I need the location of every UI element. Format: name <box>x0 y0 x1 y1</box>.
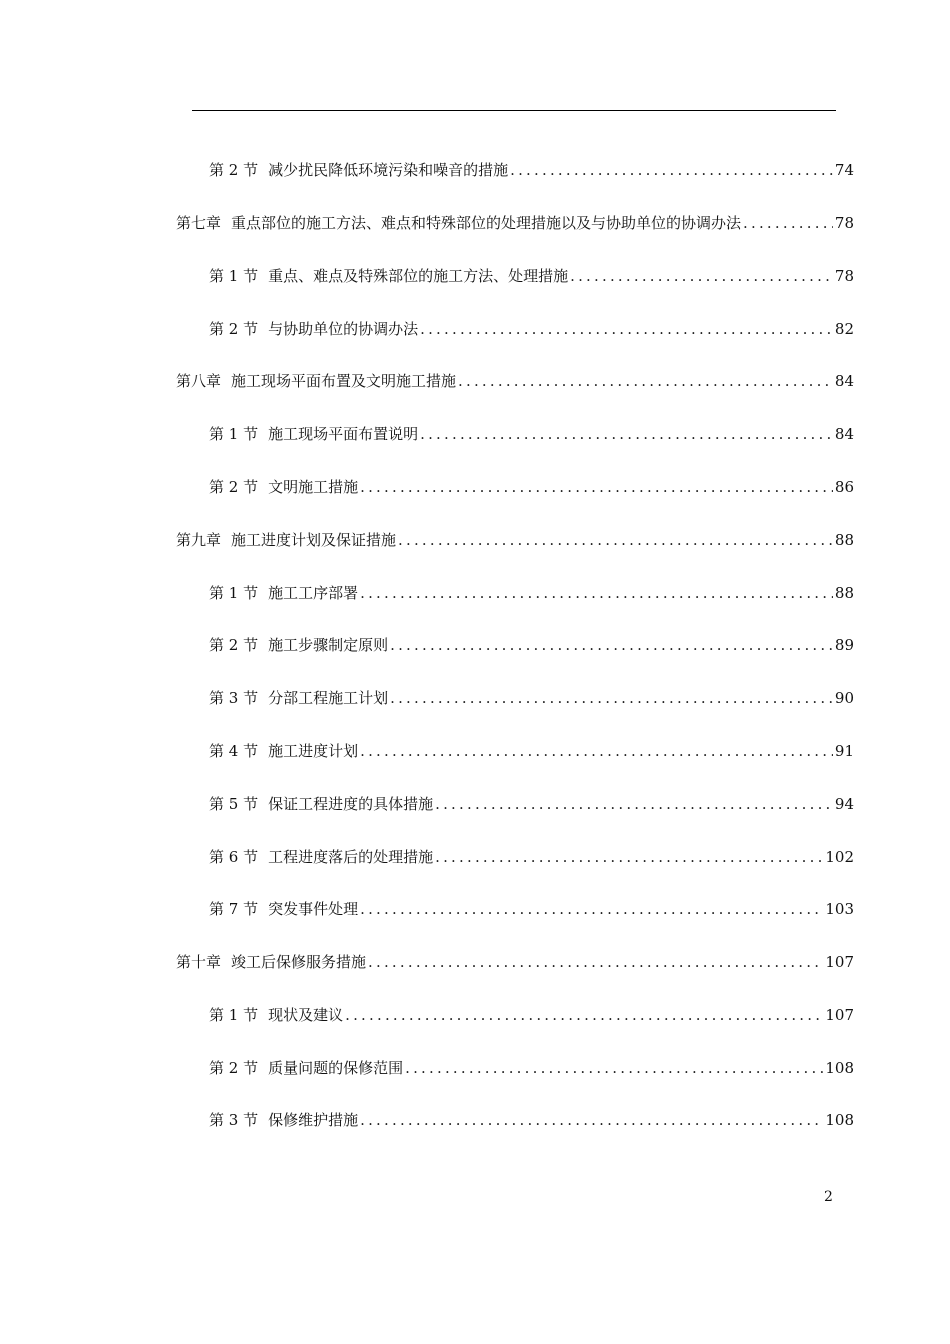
toc-entry[interactable] <box>209 686 854 710</box>
toc-entry-number: 第 2 节 <box>209 636 259 654</box>
toc-entry[interactable] <box>209 264 854 288</box>
toc-entry-page: 108 <box>825 1059 854 1077</box>
toc-dot-leader <box>420 317 833 341</box>
toc-entry-number: 第 5 节 <box>209 795 259 813</box>
toc-entry-page: 108 <box>825 1111 854 1129</box>
toc-dot-leader <box>398 528 833 552</box>
toc-entry-page: 107 <box>825 1006 854 1024</box>
toc-entry-number: 第 2 节 <box>209 161 259 179</box>
toc-entry-title: 保证工程进度的具体措施 <box>268 795 434 813</box>
toc-dot-leader <box>405 1056 823 1080</box>
toc-dot-leader <box>420 422 833 446</box>
toc-entry-page: 102 <box>825 848 854 866</box>
toc-entry-number: 第 7 节 <box>209 900 259 918</box>
toc-entry-number: 第 3 节 <box>209 1111 259 1129</box>
toc-dot-leader <box>458 369 833 393</box>
toc-entry[interactable] <box>209 897 854 921</box>
toc-entry[interactable] <box>209 1056 854 1080</box>
toc-entry-page: 90 <box>834 689 854 707</box>
toc-dot-leader <box>360 475 833 499</box>
toc-entry-page: 88 <box>834 531 854 549</box>
toc-entry-title: 施工进度计划及保证措施 <box>231 531 397 549</box>
toc-entry[interactable] <box>176 950 854 974</box>
toc-entry-page: 88 <box>834 584 854 602</box>
toc-entry[interactable] <box>209 475 854 499</box>
toc-entry-page: 82 <box>834 320 854 338</box>
toc-entry-title: 施工现场平面布置说明 <box>268 425 419 443</box>
toc-entry-title: 减少扰民降低环境污染和噪音的措施 <box>268 161 509 179</box>
toc-entry-page: 91 <box>834 742 854 760</box>
toc-entry-page: 84 <box>834 372 854 390</box>
toc-entry-number: 第 3 节 <box>209 689 259 707</box>
toc-entry-title: 现状及建议 <box>268 1006 344 1024</box>
toc-dot-leader <box>435 845 823 869</box>
toc-entry[interactable] <box>209 581 854 605</box>
toc-entry[interactable] <box>209 845 854 869</box>
toc-entry-page: 94 <box>834 795 854 813</box>
toc-entry-title: 文明施工措施 <box>268 478 359 496</box>
toc-entry-number: 第七章 <box>176 214 222 232</box>
toc-entry-title: 施工现场平面布置及文明施工措施 <box>231 372 457 390</box>
toc-entry-title: 突发事件处理 <box>268 900 359 918</box>
toc-entry-page: 86 <box>834 478 854 496</box>
toc-entry-title: 施工步骤制定原则 <box>268 636 389 654</box>
toc-entry-number: 第八章 <box>176 372 222 390</box>
toc-entry[interactable] <box>209 158 854 182</box>
toc-entry-title: 保修维护措施 <box>268 1111 359 1129</box>
toc-entry-title: 施工工序部署 <box>268 584 359 602</box>
toc-entry[interactable] <box>176 528 854 552</box>
toc-entry[interactable] <box>176 211 854 235</box>
toc-entry-number: 第 2 节 <box>209 320 259 338</box>
toc-entry-page: 78 <box>834 267 854 285</box>
toc-entry-number: 第 1 节 <box>209 425 259 443</box>
toc-entry-number: 第 2 节 <box>209 1059 259 1077</box>
toc-entry-title: 重点、难点及特殊部位的施工方法、处理措施 <box>268 267 569 285</box>
toc-entry-title: 工程进度落后的处理措施 <box>268 848 434 866</box>
toc-entry-number: 第 1 节 <box>209 1006 259 1024</box>
toc-entry-title: 施工进度计划 <box>268 742 359 760</box>
toc-entry-page: 74 <box>834 161 854 179</box>
page-number: 2 <box>824 1189 833 1205</box>
toc-entry[interactable] <box>209 633 854 657</box>
toc-dot-leader <box>510 158 833 182</box>
toc-entry[interactable] <box>209 422 854 446</box>
toc-entry-number: 第 6 节 <box>209 848 259 866</box>
toc-entry-number: 第 1 节 <box>209 267 259 285</box>
toc-entry-title: 与协助单位的协调办法 <box>268 320 419 338</box>
toc-dot-leader <box>360 1108 823 1132</box>
toc-entry-page: 107 <box>825 953 854 971</box>
toc-dot-leader <box>360 581 833 605</box>
toc-dot-leader <box>345 1003 823 1027</box>
toc-entry[interactable] <box>209 1108 854 1132</box>
toc-entry-title: 重点部位的施工方法、难点和特殊部位的处理措施以及与协助单位的协调办法 <box>231 214 742 232</box>
toc-entry-title: 质量问题的保修范围 <box>268 1059 404 1077</box>
toc-entry-number: 第十章 <box>176 953 222 971</box>
toc-entry-page: 78 <box>834 214 854 232</box>
toc-entry[interactable] <box>176 369 854 393</box>
toc-dot-leader <box>435 792 833 816</box>
toc-dot-leader <box>360 897 823 921</box>
toc-entry-page: 89 <box>834 636 854 654</box>
toc-entry-number: 第 2 节 <box>209 478 259 496</box>
toc-entry-page: 84 <box>834 425 854 443</box>
toc-entry-page: 103 <box>825 900 854 918</box>
toc-entry-number: 第 4 节 <box>209 742 259 760</box>
toc-entry[interactable] <box>209 1003 854 1027</box>
toc-entry-title: 分部工程施工计划 <box>268 689 389 707</box>
toc-dot-leader <box>360 739 833 763</box>
toc-entry-number: 第九章 <box>176 531 222 549</box>
toc-entry-title: 竣工后保修服务措施 <box>231 953 367 971</box>
toc-entry[interactable] <box>209 792 854 816</box>
toc-dot-leader <box>390 633 833 657</box>
toc-dot-leader <box>570 264 833 288</box>
toc-entry[interactable] <box>209 317 854 341</box>
toc-dot-leader <box>743 211 833 235</box>
toc-dot-leader <box>368 950 823 974</box>
toc-entry[interactable] <box>209 739 854 763</box>
toc-entry-number: 第 1 节 <box>209 584 259 602</box>
toc-dot-leader <box>390 686 833 710</box>
